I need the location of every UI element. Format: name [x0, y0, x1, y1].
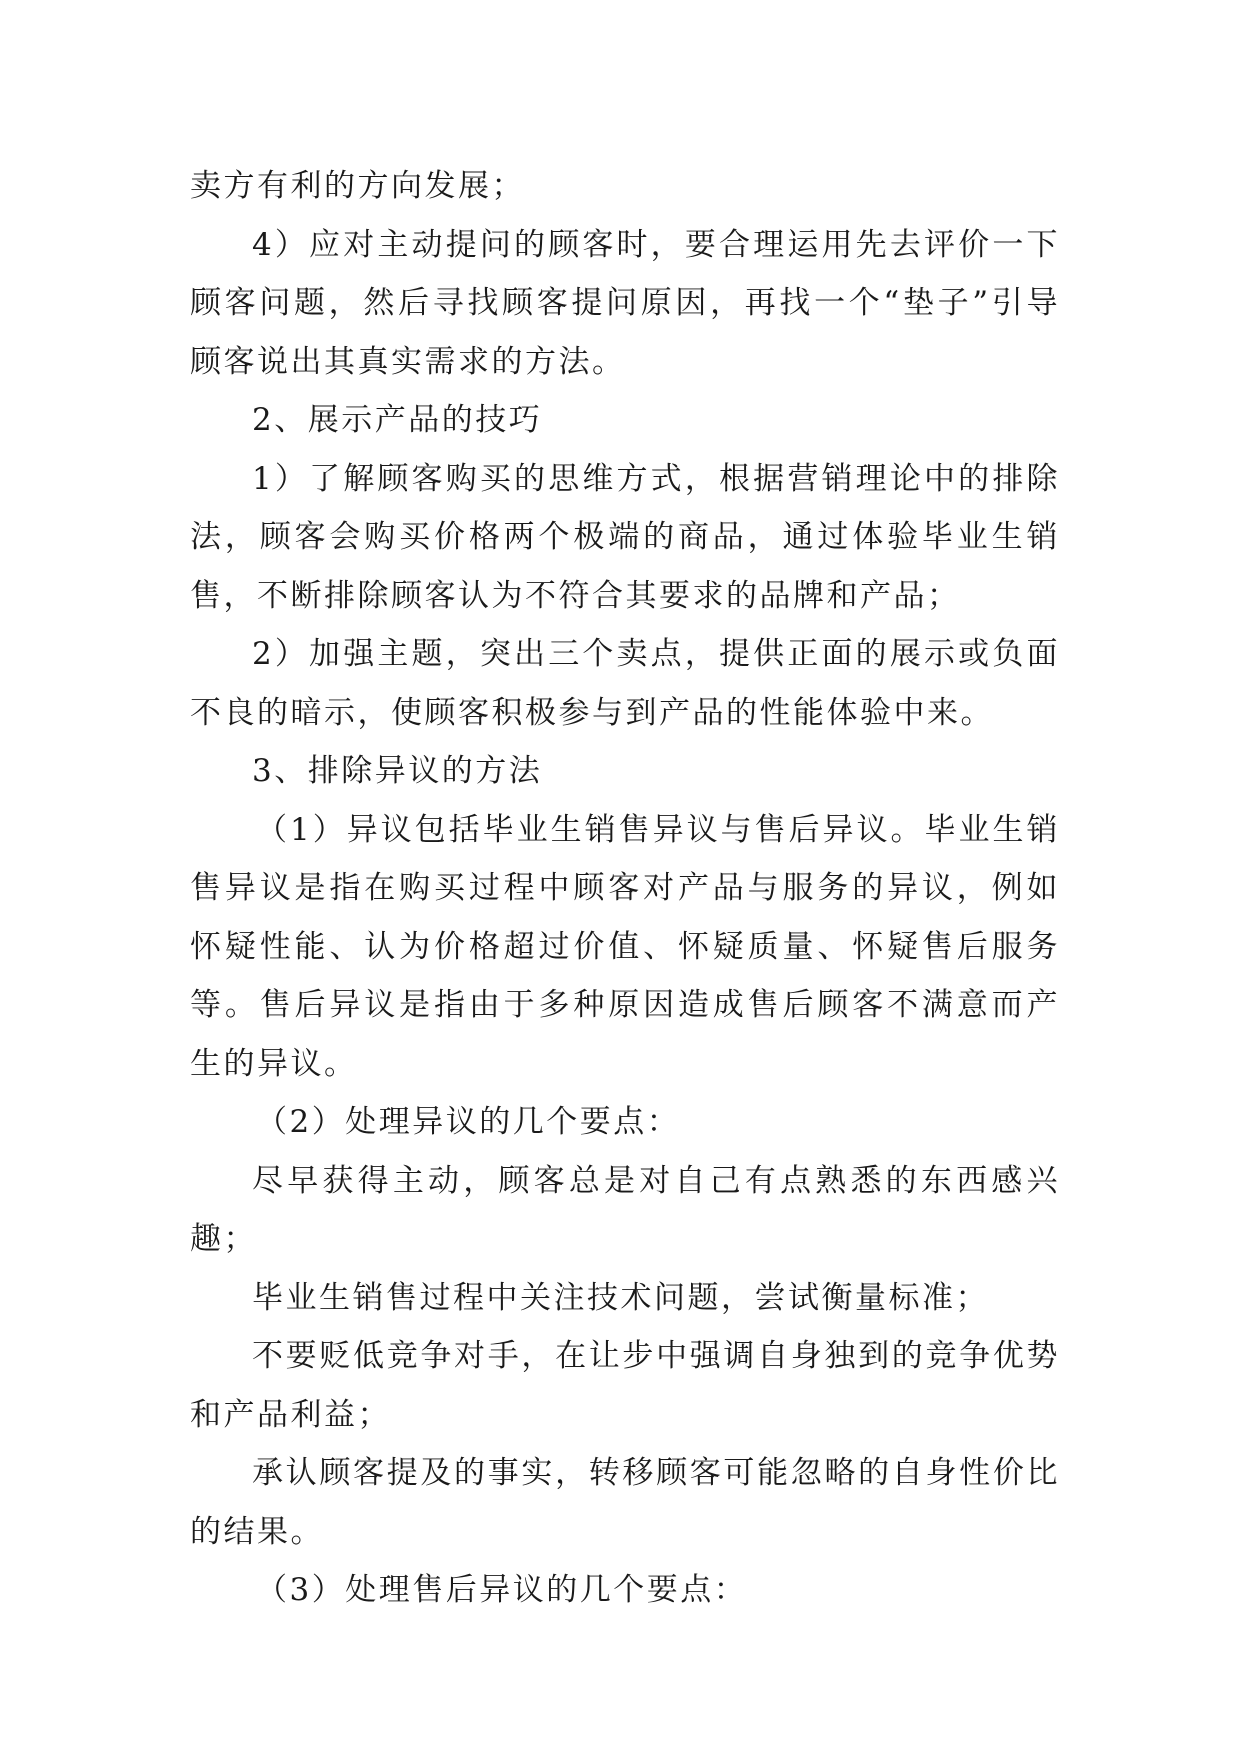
list-point: 不要贬低竞争对手，在让步中强调自身独到的竞争优势和产品利益； [190, 1338, 1060, 1433]
paragraph-sub-1: （1）异议包括毕业生销售异议与售后异议。毕业生销售异议是指在购买过程中顾客对产品与服务的异议，例如怀疑性能、认为价格超过价值、怀疑质量、怀疑售后服务等。售后异议是指由于多种原因造成售后顾客不满意而产生的异议。 [190, 811, 1060, 1082]
paragraph-item-4: 4）应对主动提问的顾客时，要合理运用先去评价一下顾客问题，然后寻找顾客提问原因，再找一个“垫子”引导顾客说出其真实需求的方法。 [190, 226, 1060, 380]
section-heading-3: 3、排除异议的方法 [252, 753, 543, 789]
document-body [190, 157, 1060, 1620]
section-heading-2: 2、展示产品的技巧 [252, 402, 543, 438]
paragraph-continuation: 卖方有利的方向发展； [190, 168, 525, 204]
list-point: 尽早获得主动，顾客总是对自己有点熟悉的东西感兴趣； [190, 1162, 1060, 1257]
list-point: 承认顾客提及的事实，转移顾客可能忽略的自身性价比的结果。 [190, 1455, 1060, 1550]
list-point: 毕业生销售过程中关注技术问题，尝试衡量标准； [252, 1279, 989, 1316]
paragraph-item-1: 1）了解顾客购买的思维方式，根据营销理论中的排除法，顾客会购买价格两个极端的商品，通过体验毕业生销售，不断排除顾客认为不符合其要求的品牌和产品； [190, 460, 1060, 614]
paragraph-sub-3: （3）处理售后异议的几个要点： [256, 1572, 748, 1608]
paragraph-sub-2: （2）处理异议的几个要点： [256, 1104, 681, 1140]
paragraph-item-2: 2）加强主题，突出三个卖点，提供正面的展示或负面不良的暗示，使顾客积极参与到产品的性能体验中来。 [190, 636, 1060, 731]
